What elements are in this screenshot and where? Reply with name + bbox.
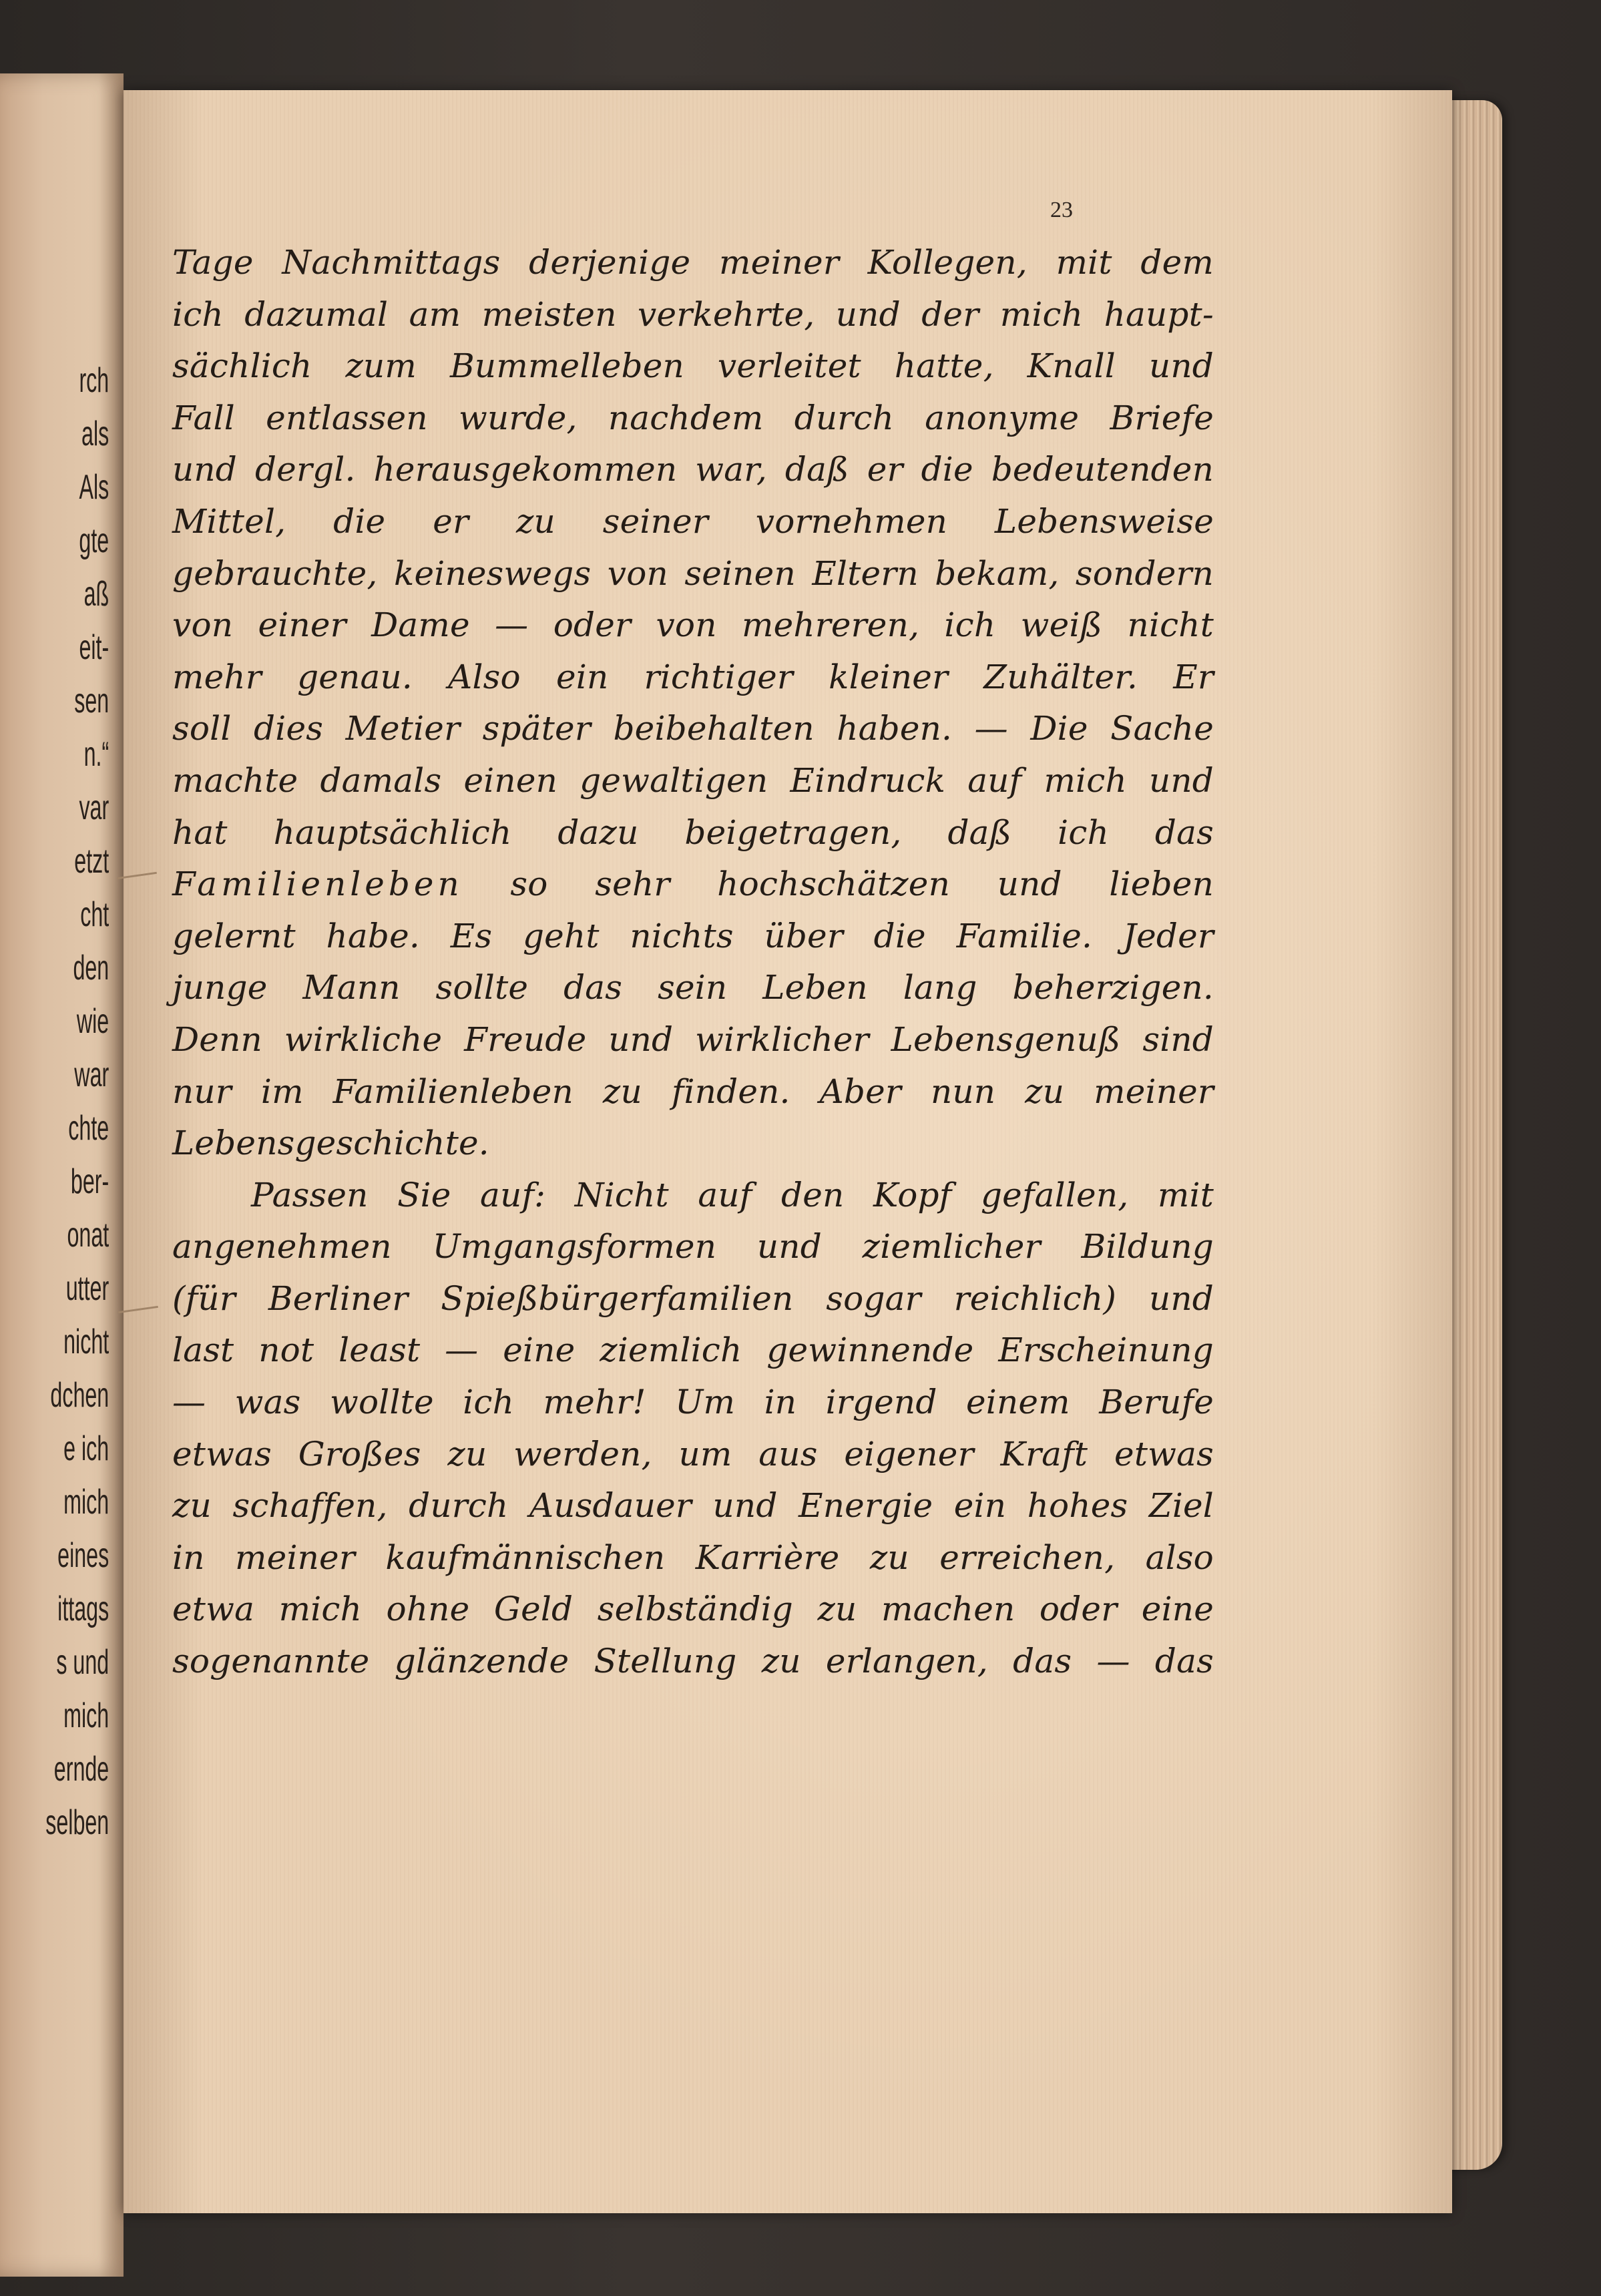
left-fragment: als xyxy=(81,415,109,453)
left-fragment: sen xyxy=(74,682,109,720)
left-fragment: aß xyxy=(83,575,109,614)
left-fragment: cht xyxy=(79,895,109,934)
text-line: angenehmen Umgangsformen und ziemlicher Bildung xyxy=(172,1227,1214,1267)
text-line: zu schaffen, durch Ausdauer und Energie ein hohes Ziel xyxy=(172,1486,1214,1526)
paper-mark xyxy=(117,872,157,879)
page-body-text xyxy=(172,237,1214,1688)
text-line: machte damals einen gewaltigen Eindruck auf mich und xyxy=(172,760,1214,800)
left-fragment: ber- xyxy=(70,1162,109,1201)
left-fragment: etzt xyxy=(74,842,109,881)
left-fragment: eines xyxy=(57,1536,109,1575)
spaced-word: Familienleben xyxy=(172,865,463,904)
left-fragment: n.“ xyxy=(83,735,109,774)
left-fragment: mich xyxy=(63,1696,109,1735)
text-line-with-spaced-word xyxy=(172,859,1214,911)
left-fragment: ittags xyxy=(57,1590,109,1628)
text-line: etwas Großes zu werden, um aus eigener Kraft etwas xyxy=(172,1434,1214,1473)
left-fragment: eit- xyxy=(79,628,109,667)
left-fragment: selben xyxy=(45,1803,109,1842)
text-line: Denn wirkliche Freude und wirklicher Lebensgenuß sind xyxy=(172,1019,1214,1059)
text-line: junge Mann sollte das sein Leben lang beherzigen. xyxy=(172,968,1214,1007)
left-fragment: ernde xyxy=(53,1750,109,1789)
text-line: mehr genau. Also ein richtiger kleiner Zuhälter. Er xyxy=(172,657,1214,696)
text-line: in meiner kaufmännischen Karrière zu erreichen, also xyxy=(172,1538,1214,1577)
left-fragment: onat xyxy=(67,1216,109,1254)
text-line: last not least — eine ziemlich gewinnende Erscheinung xyxy=(172,1331,1214,1370)
left-page-edge xyxy=(0,73,124,2277)
paper-mark xyxy=(118,1306,158,1313)
text-line: gelernt habe. Es geht nichts über die Familie. Jeder xyxy=(172,916,1214,955)
page-number: 23 xyxy=(1050,198,1073,222)
left-fragment: utter xyxy=(65,1269,109,1308)
left-fragment: chte xyxy=(68,1109,109,1148)
left-fragment: dchen xyxy=(50,1376,109,1415)
left-fragment: mich xyxy=(63,1483,109,1522)
left-fragment: var xyxy=(79,788,109,827)
left-fragment: Als xyxy=(79,468,109,507)
text-line: hat hauptsächlich dazu beigetragen, daß ich das xyxy=(172,813,1214,852)
left-fragment: wie xyxy=(76,1002,109,1041)
text-line: und dergl. herausgekommen war, daß er die bedeutenden xyxy=(172,450,1214,489)
text-line: Lebensgeschichte. xyxy=(172,1124,489,1163)
left-fragment: war xyxy=(74,1056,109,1094)
text-line: sogenannte glänzende Stellung zu erlangen, das — das xyxy=(172,1642,1214,1681)
left-page-fragments xyxy=(45,354,109,1849)
text-line: ich dazumal am meisten verkehrte, und der mich haupt- xyxy=(172,294,1214,334)
text-line-rest: so sehr hochschätzen und lieben xyxy=(510,865,1214,904)
left-fragment: s und xyxy=(56,1643,109,1682)
text-line: (für Berliner Spießbürgerfamilien sogar reichlich) und xyxy=(172,1279,1214,1318)
text-line: Mittel, die er zu seiner vornehmen Lebensweise xyxy=(172,501,1214,541)
text-line: Tage Nachmittags derjenige meiner Kollegen, mit dem xyxy=(172,243,1214,282)
left-fragment: rch xyxy=(79,361,109,400)
text-line: von einer Dame — oder von mehreren, ich weiß nicht xyxy=(172,606,1214,645)
left-fragment: e ich xyxy=(63,1429,109,1468)
text-line: Fall entlassen wurde, nachdem durch anonyme Briefe xyxy=(172,398,1214,437)
text-line: soll dies Metier später beibehalten haben. — Die Sache xyxy=(172,709,1214,748)
left-fragment: gte xyxy=(79,521,109,560)
left-fragment: nicht xyxy=(63,1323,109,1361)
left-fragment: den xyxy=(73,949,109,987)
text-line: gebrauchte, keineswegs von seinen Eltern bekam, sondern xyxy=(172,553,1214,593)
text-line: nur im Familienleben zu finden. Aber nun zu meiner xyxy=(172,1072,1214,1111)
text-line: — was wollte ich mehr! Um in irgend einem Berufe xyxy=(172,1383,1214,1422)
text-line: Passen Sie auf: Nicht auf den Kopf gefallen, mit xyxy=(251,1175,1214,1214)
text-line: etwa mich ohne Geld selbständig zu machen oder eine xyxy=(172,1590,1214,1629)
text-line: sächlich zum Bummelleben verleitet hatte, Knall und xyxy=(172,347,1214,386)
